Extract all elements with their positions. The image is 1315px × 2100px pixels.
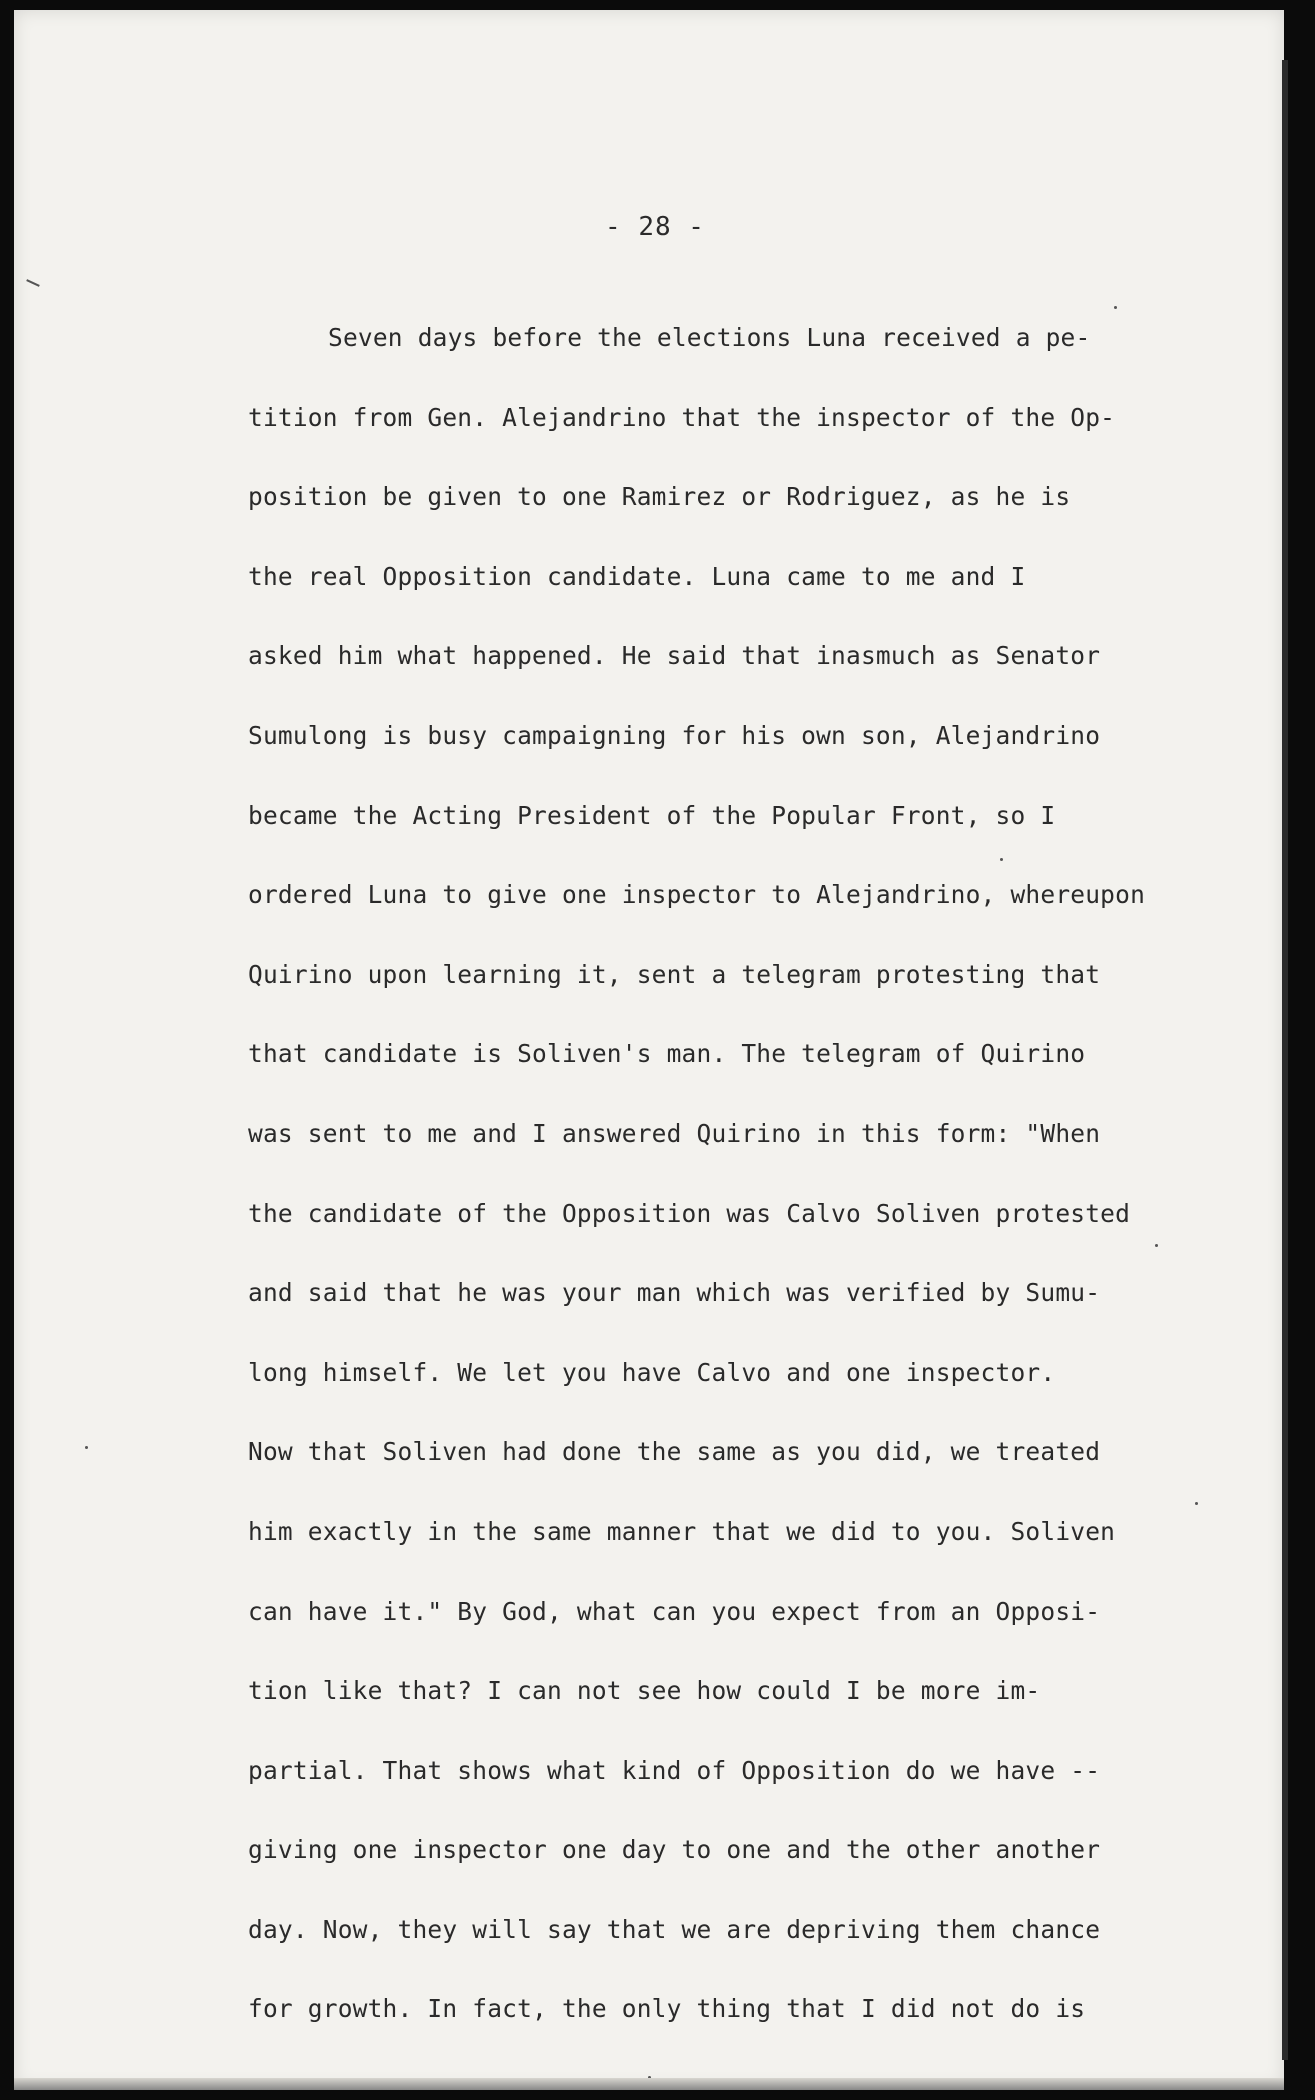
text-line: can have it." By God, what can you expect from an Opposi- — [248, 1596, 1101, 1626]
text-line: partial. That shows what kind of Opposition do we have -- — [248, 1755, 1101, 1785]
text-line: Seven days before the elections Luna received a pe- — [328, 323, 1091, 352]
text-line: that candidate is Soliven's man. The telegram of Quirino — [248, 1039, 1086, 1069]
text-line: ordered Luna to give one inspector to Alejandrino, whereupon — [248, 880, 1146, 910]
dust-speck — [1114, 306, 1117, 309]
text-line: giving one inspector one day to one and the other another — [248, 1835, 1101, 1865]
text-line: became the Acting President of the Popular Front, so I — [248, 800, 1056, 830]
text-line: and said that he was your man which was verified by Sumu- — [248, 1278, 1101, 1308]
text-line: Sumulong is busy campaigning for his own son, Alejandrino — [248, 720, 1101, 750]
text-line: him exactly in the same manner that we did to you. Soliven — [248, 1516, 1116, 1546]
dust-speck — [85, 1446, 88, 1449]
text-line: tion like that? I can not see how could I be more im- — [248, 1676, 1041, 1706]
text-line: asked him what happened. He said that inasmuch as Senator — [248, 641, 1101, 671]
text-line: was sent to me and I answered Quirino in this form: "When — [248, 1118, 1101, 1148]
dust-speck — [1195, 1502, 1198, 1505]
text-line: tition from Gen. Alejandrino that the inspector of the Op- — [248, 402, 1116, 432]
text-line: position be given to one Ramirez or Rodriguez, as he is — [248, 482, 1071, 512]
typewritten-text — [248, 318, 1198, 2069]
text-line: day. Now, they will say that we are depriving them chance — [248, 1914, 1101, 1944]
paper-edge-shadow — [1282, 60, 1288, 2060]
text-line: the real Opposition candidate. Luna came to me and I — [248, 561, 1026, 591]
page-number: - 28 - — [605, 212, 705, 242]
text-line: for growth. In fact, the only thing that I did not do is — [248, 1994, 1086, 2024]
text-line: Quirino upon learning it, sent a telegram protesting that — [248, 959, 1101, 989]
text-line: the candidate of the Opposition was Calvo Soliven protested — [248, 1198, 1131, 1228]
dust-speck — [1155, 1244, 1158, 1247]
text-line: Now that Soliven had done the same as you did, we treated — [248, 1437, 1101, 1467]
dust-speck — [1000, 858, 1003, 861]
bottom-edge — [14, 2078, 1284, 2090]
text-line: long himself. We let you have Calvo and one inspector. — [248, 1357, 1056, 1387]
